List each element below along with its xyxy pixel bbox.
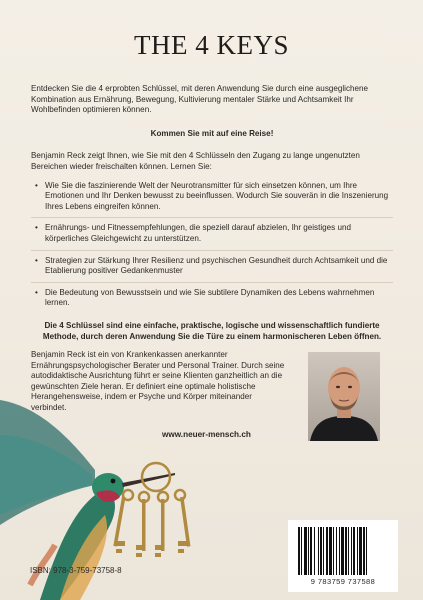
author-portrait [308, 352, 380, 441]
back-cover-text [31, 84, 393, 342]
barcode [288, 520, 398, 592]
intro-paragraph: Entdecken Sie die 4 erprobten Schlüssel, mit deren Anwendung Sie durch eine ausgeglichene Kombination aus Ernährung, Bewegung, Kultivierung mentaler Stärke und Achtsamkeit Ihr Wohlbefinden optimieren können. [31, 84, 369, 115]
isbn-label: ISBN: 978-3-759-73758-8 [30, 566, 122, 575]
bullet-item: • Wie Sie die faszinierende Welt der Neurotransmitter für sich einsetzen können, um Ihre Emotionen und Ihr Denken bewusst zu beeinflussen. Wodurch Sie souverän in die Inszenierung Ihres Lebens eingreifen können. [31, 181, 393, 219]
author-bio: Benjamin Reck ist ein von Krankenkassen anerkannter Ernährungspsychologischer Berater und Personal Trainer. Durch seine autodidaktische Ausrichtung führt er seine Klienten ganzheitlich an die gewünschten Ziele heran. Er definiert eine optimale holistische Herangehensweise, indem er Psyche und Körper miteinander verbindet. [31, 350, 285, 412]
website-link[interactable]: www.neuer-mensch.ch [162, 430, 251, 439]
barcode-number: 9 783759 737588 [310, 577, 376, 586]
bullet-item: • Ernährungs- und Fitnessempfehlungen, die speziell darauf abzielen, Ihr geistiges und körperliches Gleichgewicht zu unterstützen. [31, 223, 393, 250]
lead-paragraph: Benjamin Reck zeigt Ihnen, wie Sie mit den 4 Schlüsseln den Zugang zu lange ungenutzten Bereichen wieder freischalten können. Lernen Sie: [31, 151, 360, 171]
summary-paragraph: Die 4 Schlüssel sind eine einfache, praktische, logische und wissenschaftlich fundierte Methode, durch deren Anwendung Sie die Türe zu einem harmonischeren Leben öffnen. [42, 320, 382, 341]
bullet-item: • Die Bedeutung von Bewusstsein und wie Sie subtilere Dynamiken des Lebens wahrnehmen lernen. [31, 288, 393, 314]
barcode-bars [298, 527, 388, 577]
bullet-list [31, 181, 393, 314]
bullet-item: • Strategien zur Stärkung Ihrer Resilienz und psychischen Gesundheit durch Achtsamkeit und die Etablierung positiver Gedankenmuster [31, 256, 393, 283]
call-to-action: Kommen Sie mit auf eine Reise! [150, 128, 274, 138]
keys-illustration [108, 455, 203, 565]
book-title: THE 4 KEYS [134, 30, 289, 60]
